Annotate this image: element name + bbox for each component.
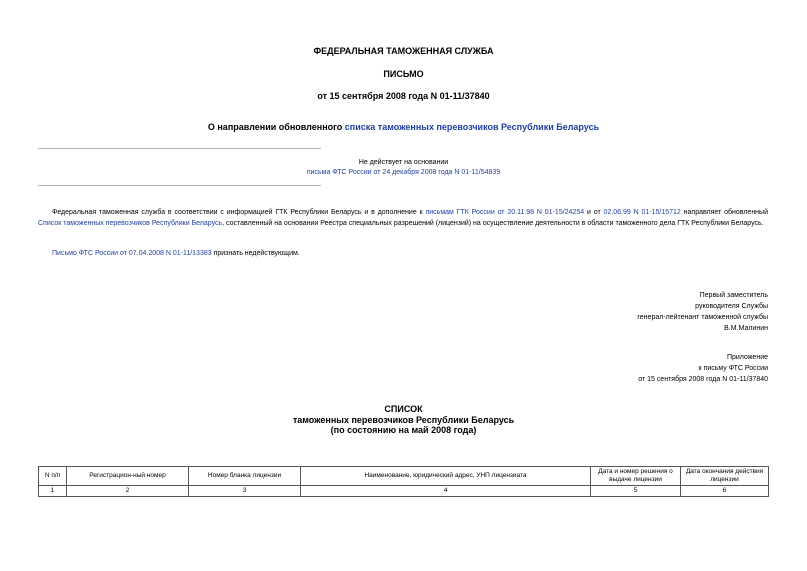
header-cell-expiry: Дата окончания действия лицензии <box>681 467 769 486</box>
header-cell-reg-number: Регистрацион-ный номер <box>67 467 189 486</box>
list-title-line-1: СПИСОК <box>384 404 423 414</box>
signature-line-1: Первый заместитель <box>699 292 768 299</box>
subject-prefix: О направлении обновленного <box>207 122 345 132</box>
appendix-block <box>638 352 768 385</box>
signature-name: В.М.Малинин <box>724 325 768 332</box>
body-paragraph-2 <box>38 249 768 260</box>
status-link[interactable]: письма ФТС России от 24 декабря 2008 года N 01-11/54839 <box>306 169 501 176</box>
status-divider-bottom <box>38 185 321 186</box>
p2-text: признать недействующим. <box>211 250 300 257</box>
p1-link-list[interactable]: Список таможенных перевозчиков Республики Беларусь <box>38 219 223 227</box>
p2-link[interactable]: Письмо ФТС России от 07.04.2008 N 01-11/13383 <box>52 250 212 257</box>
header-cell-number: N п/п <box>39 467 67 486</box>
p1-link-date[interactable]: 02.06.99 N 01-15/15712 <box>603 209 681 216</box>
p1-link-letters[interactable]: письмам ГТК России от 20.11.98 N 01-15/24254 <box>425 209 585 216</box>
appendix-line-2: к письму ФТС России <box>698 365 768 372</box>
column-number-cell: 3 <box>189 486 301 497</box>
table-header-row <box>39 467 769 486</box>
status-divider-top <box>38 148 321 149</box>
table-row <box>39 486 769 497</box>
document-date-number: от 15 сентября 2008 года N 01-11/37840 <box>317 91 490 101</box>
list-title <box>0 404 807 436</box>
p1-text-4: , составленный на основании Реестра специальных разрешений (лицензий) на осуществление деятельности в области таможенного дела ГТК Республики Беларусь. <box>222 219 764 227</box>
appendix-line-1: Приложение <box>726 354 768 361</box>
column-number-cell: 6 <box>681 486 769 497</box>
column-number-cell: 1 <box>39 486 67 497</box>
header-cell-decision: Дата и номер решения о выдаче лицензии <box>591 467 681 486</box>
signature-line-3: генерал-лейтенант таможенной службы <box>637 314 768 321</box>
p1-text-2: и от <box>584 209 604 216</box>
column-number-cell: 5 <box>591 486 681 497</box>
header-cell-licensee: Наименование, юридический адрес, УНП лицензиата <box>301 467 591 486</box>
header-cell-form-number: Номер бланка лицензии <box>189 467 301 486</box>
document-type: ПИСЬМО <box>383 69 424 79</box>
signature-line-2: руководителя Службы <box>695 303 768 310</box>
appendix-line-3: от 15 сентября 2008 года N 01-11/37840 <box>638 376 768 383</box>
status-note-link-line <box>0 169 807 176</box>
body-paragraph-1 <box>38 208 768 229</box>
agency-name: ФЕДЕРАЛЬНАЯ ТАМОЖЕННАЯ СЛУЖБА <box>313 46 494 56</box>
subject-link[interactable]: списка таможенных перевозчиков Республики Беларусь <box>344 122 600 132</box>
list-title-line-2: таможенных перевозчиков Республики Беларусь <box>292 414 515 425</box>
list-title-line-3: (по состоянию на май 2008 года) <box>330 425 477 435</box>
status-note: Не действует на основании <box>358 159 449 166</box>
p1-text-1: Федеральная таможенная служба в соответствии с информацией ГТК Республики Беларусь и в дополнение к <box>52 209 426 216</box>
column-number-cell: 4 <box>301 486 591 497</box>
signature-block <box>637 290 768 334</box>
column-number-cell: 2 <box>67 486 189 497</box>
p1-text-3: направляет обновленный <box>680 209 768 216</box>
document-subject <box>0 122 807 132</box>
carriers-table <box>38 466 769 497</box>
